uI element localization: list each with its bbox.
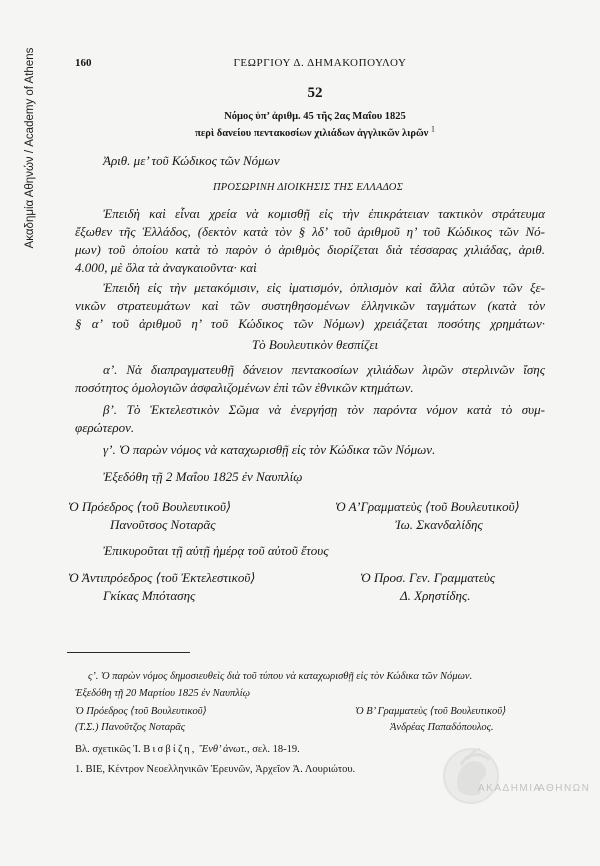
academy-seal-watermark bbox=[440, 744, 502, 808]
seal-text-athens: ΑΘΗΝΩΝ bbox=[538, 783, 591, 794]
issued-date-place: Ἐξεδόθη τῇ 2 Μαΐου 1825 ἐν Ναυπλίῳ bbox=[103, 469, 303, 484]
preamble-1-line: 4.000, μὲ ὅλα τὰ ἀναγκαιοῦντα· καὶ bbox=[75, 260, 257, 275]
footnote-1-source: 1. ΒΙΕ, Κέντρον Νεοελληνικῶν Ἐρευνῶν, Ἀρχεῖον Ἀ. Λουριώτου. bbox=[75, 764, 356, 775]
see-also-author: Βισβίζη, bbox=[143, 744, 197, 755]
document-number: 52 bbox=[307, 85, 323, 101]
seal-text-academy: ΑΚΑΔΗΜΙΑ bbox=[478, 783, 542, 794]
running-header-author: ΓΕΩΡΓΙΟΥ Δ. ΔΗΜΑΚΟΠΟΥΛΟΥ bbox=[233, 57, 407, 69]
enacting-formula: Τὸ Βουλευτικὸν θεσπίζει bbox=[251, 337, 379, 352]
footnote-divider bbox=[67, 652, 190, 653]
issuing-authority: ΠΡΟΣΩΡΙΝΗ ΔΙΟΙΚΗΣΙΣ ΤΗΣ ΕΛΛΑΔΟΣ bbox=[212, 182, 404, 193]
preamble-2-line: νικῶν στρατευμάτων καὶ τῶν συστηθησομένων ἑλληνικῶν ταγμάτων (κατὰ τὸν bbox=[75, 298, 545, 313]
law-subtitle bbox=[140, 126, 490, 142]
code-reference: Ἀριθ. με’ τοῦ Κώδικος τῶν Νόμων bbox=[103, 153, 280, 168]
article-b-line: φερώτερον. bbox=[75, 420, 135, 435]
footnote-secretary-name: Ἀνδρέας Παπαδόπουλος. bbox=[390, 722, 494, 733]
council-president-title: Ὁ Πρόεδρος ⟨τοῦ Βουλευτικοῦ⟩ bbox=[68, 499, 232, 514]
footnote-president-name: (Τ.Σ.) Πανοῦτζος Νοταρᾶς bbox=[75, 722, 186, 733]
executive-vicepresident-name: Γκίκας Μπότασης bbox=[103, 588, 196, 603]
law-subtitle-text: περὶ δανείου πεντακοσίων χιλιάδων ἀγγλικῶν λιρῶν bbox=[195, 128, 429, 139]
footnote-president-title: Ὁ Πρόεδρος ⟨τοῦ Βουλευτικοῦ⟩ bbox=[75, 706, 207, 717]
preamble-1-line: μων) τοῦ ὁποίου κατὰ τὸ παρὸν ὁ ἀριθμὸς διορίζεται διὰ τέσσαρας χιλιάδας, ἀριθ. bbox=[75, 242, 545, 257]
council-secretary-title: Ὁ Α’Γραμματεὺς ⟨τοῦ Βουλευτικοῦ⟩ bbox=[335, 499, 520, 514]
article-a-line: α’. Νὰ διαπραγματευθῇ δάνειον πεντακοσίων χιλιάδων λιρῶν στερλινῶν ἴσης bbox=[103, 362, 545, 377]
general-secretary-title: Ὁ Προσ. Γεν. Γραμματεὺς bbox=[360, 570, 496, 585]
ratification-note: Ἐπικυροῦται τῇ αὐτῇ ἡμέρᾳ τοῦ αὐτοῦ ἔτους bbox=[103, 543, 329, 558]
law-title: Νόμος ὑπ’ ἀριθμ. 45 τῆς 2ας Μαΐου 1825 bbox=[224, 111, 406, 122]
page-number: 160 bbox=[75, 57, 92, 69]
preamble-1-line: Ἐπειδὴ καὶ εἶναι χρεία νὰ κομισθῇ εἰς τὴν ἐπικράτειαν τακτικὸν στράτευμα bbox=[103, 206, 545, 221]
footnote-article-6: ς’. Ὁ παρὼν νόμος δημοσιευθεὶς διὰ τοῦ τύπου νὰ καταχωρισθῇ εἰς τὸν Κώδικα τῶν Νόμων. bbox=[88, 671, 473, 682]
council-secretary-name: Ἰω. Σκανδαλίδης bbox=[395, 517, 483, 532]
see-also-pages: σελ. 18-19. bbox=[252, 744, 300, 755]
preamble-1-line: ἔξωθεν τῆς Ἑλλάδος, (δεκτὸν κατὰ τὸν § λδ’ τοῦ ἀριθμοῦ η’ τοῦ Κώδικος τῶν Νό- bbox=[75, 224, 545, 239]
council-president-name: Πανοῦτσος Νοταρᾶς bbox=[110, 517, 216, 532]
side-archive-label: Ακαδημία Αθηνών / Academy of Athens bbox=[24, 47, 36, 249]
article-b-line: β’. Τὸ Ἐκτελεστικὸν Σῶμα νὰ ἐνεργήσῃ τὸν παρόντα νόμον κατὰ τὸ συμ- bbox=[103, 402, 545, 417]
footnote-issued: Ἐξεδόθη τῇ 20 Μαρτίου 1825 ἐν Ναυπλίῳ bbox=[75, 688, 251, 699]
article-c-line: γ’. Ὁ παρὼν νόμος νὰ καταχωρισθῇ εἰς τὸν Κώδικα τῶν Νόμων. bbox=[103, 442, 436, 457]
see-also-prefix: Βλ. σχετικῶς Ἰ. bbox=[75, 744, 141, 755]
see-also-work: Ἔνθ’ ἀνωτ., bbox=[199, 744, 250, 755]
preamble-2-line: § α’ τοῦ ἀριθμοῦ η’ τοῦ Κώδικος τῶν Νόμων) χρειάζεται ποσότης χρημάτων· bbox=[75, 316, 545, 331]
footnote-secretary-title: Ὁ Β’ Γραμματεὺς ⟨τοῦ Βουλευτικοῦ⟩ bbox=[355, 706, 507, 717]
article-a-line: ποσότητος ὁμολογιῶν ἀσφαλιζομένων ἐπὶ τῶν ἐθνικῶν κτημάτων. bbox=[75, 380, 414, 395]
preamble-2-line: Ἐπειδὴ εἰς τὴν μετακόμισιν, εἰς ἱματισμόν, ὁπλισμὸν καὶ ἄλλα αὐτῶν τῶν ξε- bbox=[103, 280, 545, 295]
executive-vicepresident-title: Ὁ Ἀντιπρόεδρος ⟨τοῦ Ἐκτελεστικοῦ⟩ bbox=[68, 570, 256, 585]
footnote-marker: 1 bbox=[431, 124, 435, 134]
general-secretary-name: Δ. Χρηστίδης. bbox=[400, 588, 471, 603]
